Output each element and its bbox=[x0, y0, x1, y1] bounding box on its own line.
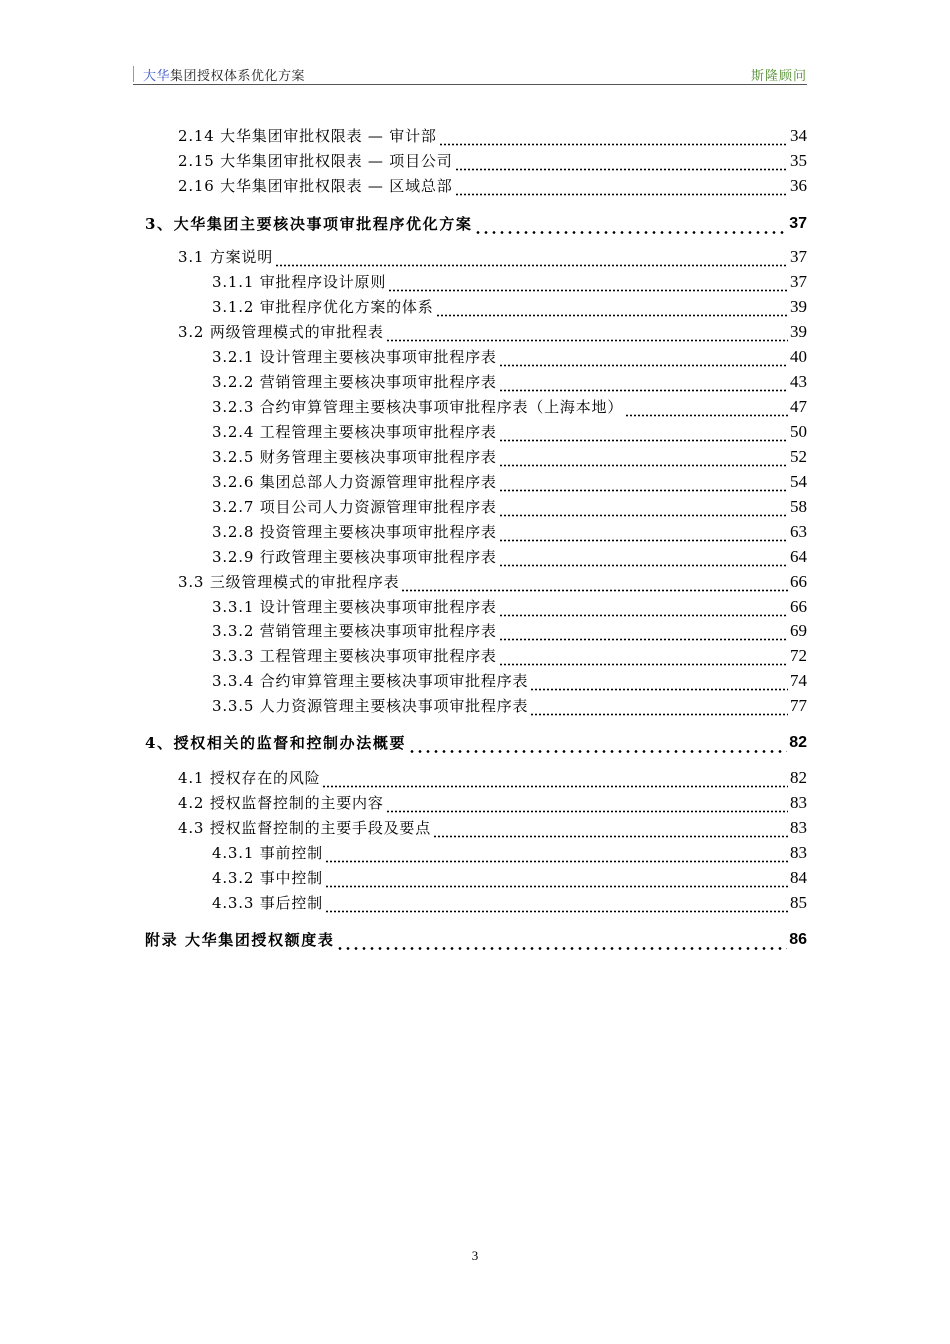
toc-entry[interactable] bbox=[212, 866, 807, 888]
toc-entry-title: 3.2.5 财务管理主要核决事项审批程序表 bbox=[212, 448, 497, 466]
toc-entry-title: 附录 大华集团授权额度表 bbox=[145, 931, 335, 949]
toc-entry[interactable] bbox=[178, 320, 807, 342]
toc-dot-leader bbox=[455, 182, 788, 196]
toc-entry-page: 58 bbox=[790, 497, 807, 516]
toc-entry[interactable] bbox=[212, 619, 807, 641]
toc-dot-leader bbox=[388, 278, 788, 292]
toc-entry-page: 84 bbox=[790, 868, 807, 887]
toc-dot-leader bbox=[499, 652, 788, 666]
toc-dot-leader bbox=[322, 774, 788, 788]
toc-dot-leader bbox=[499, 353, 788, 367]
toc-entry[interactable] bbox=[212, 420, 807, 442]
toc-dot-leader bbox=[499, 378, 788, 392]
toc-dot-leader bbox=[336, 936, 787, 950]
toc-entry[interactable] bbox=[212, 841, 807, 863]
toc-entry-title: 3.2.3 合约审算管理主要核决事项审批程序表（上海本地） bbox=[212, 398, 624, 416]
toc-dot-leader bbox=[433, 824, 788, 838]
toc-entry-title: 3.1.2 审批程序优化方案的体系 bbox=[212, 298, 434, 316]
toc-entry-title: 2.14 大华集团审批权限表 — 审计部 bbox=[178, 127, 437, 145]
header-title-brand: 大华 bbox=[143, 69, 171, 84]
toc-dot-leader bbox=[455, 157, 788, 171]
toc-entry[interactable] bbox=[145, 928, 807, 950]
toc-entry[interactable] bbox=[212, 445, 807, 467]
toc-entry-title: 4.3.1 事前控制 bbox=[212, 844, 323, 862]
toc-entry-title: 3.3.5 人力资源管理主要核决事项审批程序表 bbox=[212, 697, 529, 715]
toc-entry[interactable] bbox=[212, 644, 807, 666]
toc-dot-leader bbox=[386, 328, 788, 342]
toc-entry[interactable] bbox=[178, 124, 807, 146]
toc-entry-page: 86 bbox=[789, 931, 807, 948]
toc-entry-title: 2.16 大华集团审批权限表 — 区域总部 bbox=[178, 177, 453, 195]
toc-dot-leader bbox=[530, 677, 788, 691]
toc-entry-title: 4.2 授权监督控制的主要内容 bbox=[178, 794, 384, 812]
toc-entry-page: 82 bbox=[789, 734, 807, 751]
toc-entry-page: 63 bbox=[790, 522, 807, 541]
toc-entry-title: 3.2 两级管理模式的审批程表 bbox=[178, 323, 384, 341]
toc-entry-page: 64 bbox=[790, 547, 807, 566]
toc-entry-page: 66 bbox=[790, 572, 807, 591]
toc-dot-leader bbox=[325, 874, 788, 888]
toc-entry[interactable] bbox=[178, 570, 807, 592]
toc-dot-leader bbox=[499, 503, 788, 517]
toc-entry-page: 39 bbox=[790, 297, 807, 316]
toc-entry[interactable] bbox=[212, 595, 807, 617]
toc-dot-leader bbox=[499, 428, 788, 442]
toc-entry-page: 52 bbox=[790, 447, 807, 466]
toc-entry-page: 54 bbox=[790, 472, 807, 491]
toc-dot-leader bbox=[386, 799, 788, 813]
toc-dot-leader bbox=[401, 578, 788, 592]
page-number: 3 bbox=[471, 1248, 479, 1263]
toc-dot-leader bbox=[325, 849, 788, 863]
toc-entry-title: 3.3.3 工程管理主要核决事项审批程序表 bbox=[212, 647, 497, 665]
toc-entry-title: 3.2.9 行政管理主要核决事项审批程序表 bbox=[212, 548, 497, 566]
toc-dot-leader bbox=[530, 702, 788, 716]
toc-entry[interactable] bbox=[212, 694, 807, 716]
toc-entry-page: 47 bbox=[790, 397, 807, 416]
toc-entry-page: 37 bbox=[790, 272, 807, 291]
toc-dot-leader bbox=[325, 899, 788, 913]
toc-dot-leader bbox=[499, 528, 788, 542]
toc-entry-title: 2.15 大华集团审批权限表 — 项目公司 bbox=[178, 152, 453, 170]
toc-entry-page: 43 bbox=[790, 372, 807, 391]
toc-entry-title: 3.3.2 营销管理主要核决事项审批程序表 bbox=[212, 622, 497, 640]
toc-entry[interactable] bbox=[212, 495, 807, 517]
toc-entry-page: 66 bbox=[790, 597, 807, 616]
toc-entry-title: 3.1 方案说明 bbox=[178, 248, 274, 266]
toc-entry[interactable] bbox=[178, 149, 807, 171]
toc-entry-title: 4.3.2 事中控制 bbox=[212, 869, 323, 887]
toc-dot-leader bbox=[499, 603, 788, 617]
toc-entry-page: 82 bbox=[790, 768, 807, 787]
toc-dot-leader bbox=[436, 303, 788, 317]
toc-entry-page: 77 bbox=[790, 696, 807, 715]
toc-entry-page: 69 bbox=[790, 621, 807, 640]
toc-dot-leader bbox=[499, 553, 788, 567]
toc-entry-title: 3.3.1 设计管理主要核决事项审批程序表 bbox=[212, 598, 497, 616]
toc-entry-title: 4.3 授权监督控制的主要手段及要点 bbox=[178, 819, 432, 837]
toc-entry-page: 40 bbox=[790, 347, 807, 366]
toc-entry-title: 3.2.4 工程管理主要核决事项审批程序表 bbox=[212, 423, 497, 441]
toc-entry-title: 3、大华集团主要核决事项审批程序优化方案 bbox=[145, 215, 473, 233]
toc-entry-page: 50 bbox=[790, 422, 807, 441]
toc-entry-title: 3.2.7 项目公司人力资源管理审批程序表 bbox=[212, 498, 497, 516]
toc-dot-leader bbox=[499, 478, 788, 492]
toc-dot-leader bbox=[499, 627, 788, 641]
toc-dot-leader bbox=[499, 453, 788, 467]
toc-entry-page: 83 bbox=[790, 843, 807, 862]
toc-entry-title: 4.1 授权存在的风险 bbox=[178, 769, 321, 787]
toc-entry[interactable] bbox=[212, 345, 807, 367]
toc-entry[interactable] bbox=[178, 245, 807, 267]
toc-entry-page: 83 bbox=[790, 818, 807, 837]
toc-entry-page: 37 bbox=[790, 247, 807, 266]
toc-entry[interactable] bbox=[178, 816, 807, 838]
toc-entry-title: 3.2.1 设计管理主要核决事项审批程序表 bbox=[212, 348, 497, 366]
toc-dot-leader bbox=[275, 253, 788, 267]
toc-entry[interactable] bbox=[212, 395, 807, 417]
toc-entry[interactable] bbox=[212, 520, 807, 542]
toc-entry-page: 36 bbox=[790, 176, 807, 195]
toc-entry-page: 72 bbox=[790, 646, 807, 665]
toc-entry-page: 83 bbox=[790, 793, 807, 812]
toc-entry[interactable] bbox=[212, 669, 807, 691]
toc-dot-leader bbox=[439, 132, 788, 146]
toc-dot-leader bbox=[474, 220, 787, 234]
toc-entry[interactable] bbox=[145, 212, 807, 234]
toc-entry[interactable] bbox=[178, 791, 807, 813]
toc-entry-page: 39 bbox=[790, 322, 807, 341]
toc-entry-title: 3.3 三级管理模式的审批程序表 bbox=[178, 573, 400, 591]
toc-entry-page: 34 bbox=[790, 126, 807, 145]
toc-entry[interactable] bbox=[212, 891, 807, 913]
toc-entry[interactable] bbox=[178, 766, 807, 788]
toc-entry-page: 85 bbox=[790, 893, 807, 912]
header-title-rest: 集团授权体系优化方案 bbox=[170, 69, 306, 84]
toc-entry-page: 35 bbox=[790, 151, 807, 170]
toc-entry[interactable] bbox=[212, 545, 807, 567]
toc-entry[interactable] bbox=[212, 470, 807, 492]
toc-entry[interactable] bbox=[178, 174, 807, 196]
toc-entry[interactable] bbox=[212, 370, 807, 392]
toc-entry-page: 74 bbox=[790, 671, 807, 690]
toc-entry[interactable] bbox=[212, 270, 807, 292]
toc-entry[interactable] bbox=[145, 731, 807, 753]
header-consultant: 斯隆顾问 bbox=[750, 69, 807, 84]
toc-entry-title: 4.3.3 事后控制 bbox=[212, 894, 323, 912]
toc-entry[interactable] bbox=[212, 295, 807, 317]
toc-entry-title: 3.3.4 合约审算管理主要核决事项审批程序表 bbox=[212, 672, 529, 690]
toc-entry-title: 3.2.8 投资管理主要核决事项审批程序表 bbox=[212, 523, 497, 541]
toc-entry-title: 3.1.1 审批程序设计原则 bbox=[212, 273, 387, 291]
toc-entry-page: 37 bbox=[789, 215, 807, 232]
toc-entry-title: 3.2.6 集团总部人力资源管理审批程序表 bbox=[212, 473, 497, 491]
toc-entry-title: 3.2.2 营销管理主要核决事项审批程序表 bbox=[212, 373, 497, 391]
toc-dot-leader bbox=[408, 739, 787, 753]
toc-entry-title: 4、授权相关的监督和控制办法概要 bbox=[145, 734, 407, 752]
toc-dot-leader bbox=[625, 403, 788, 417]
